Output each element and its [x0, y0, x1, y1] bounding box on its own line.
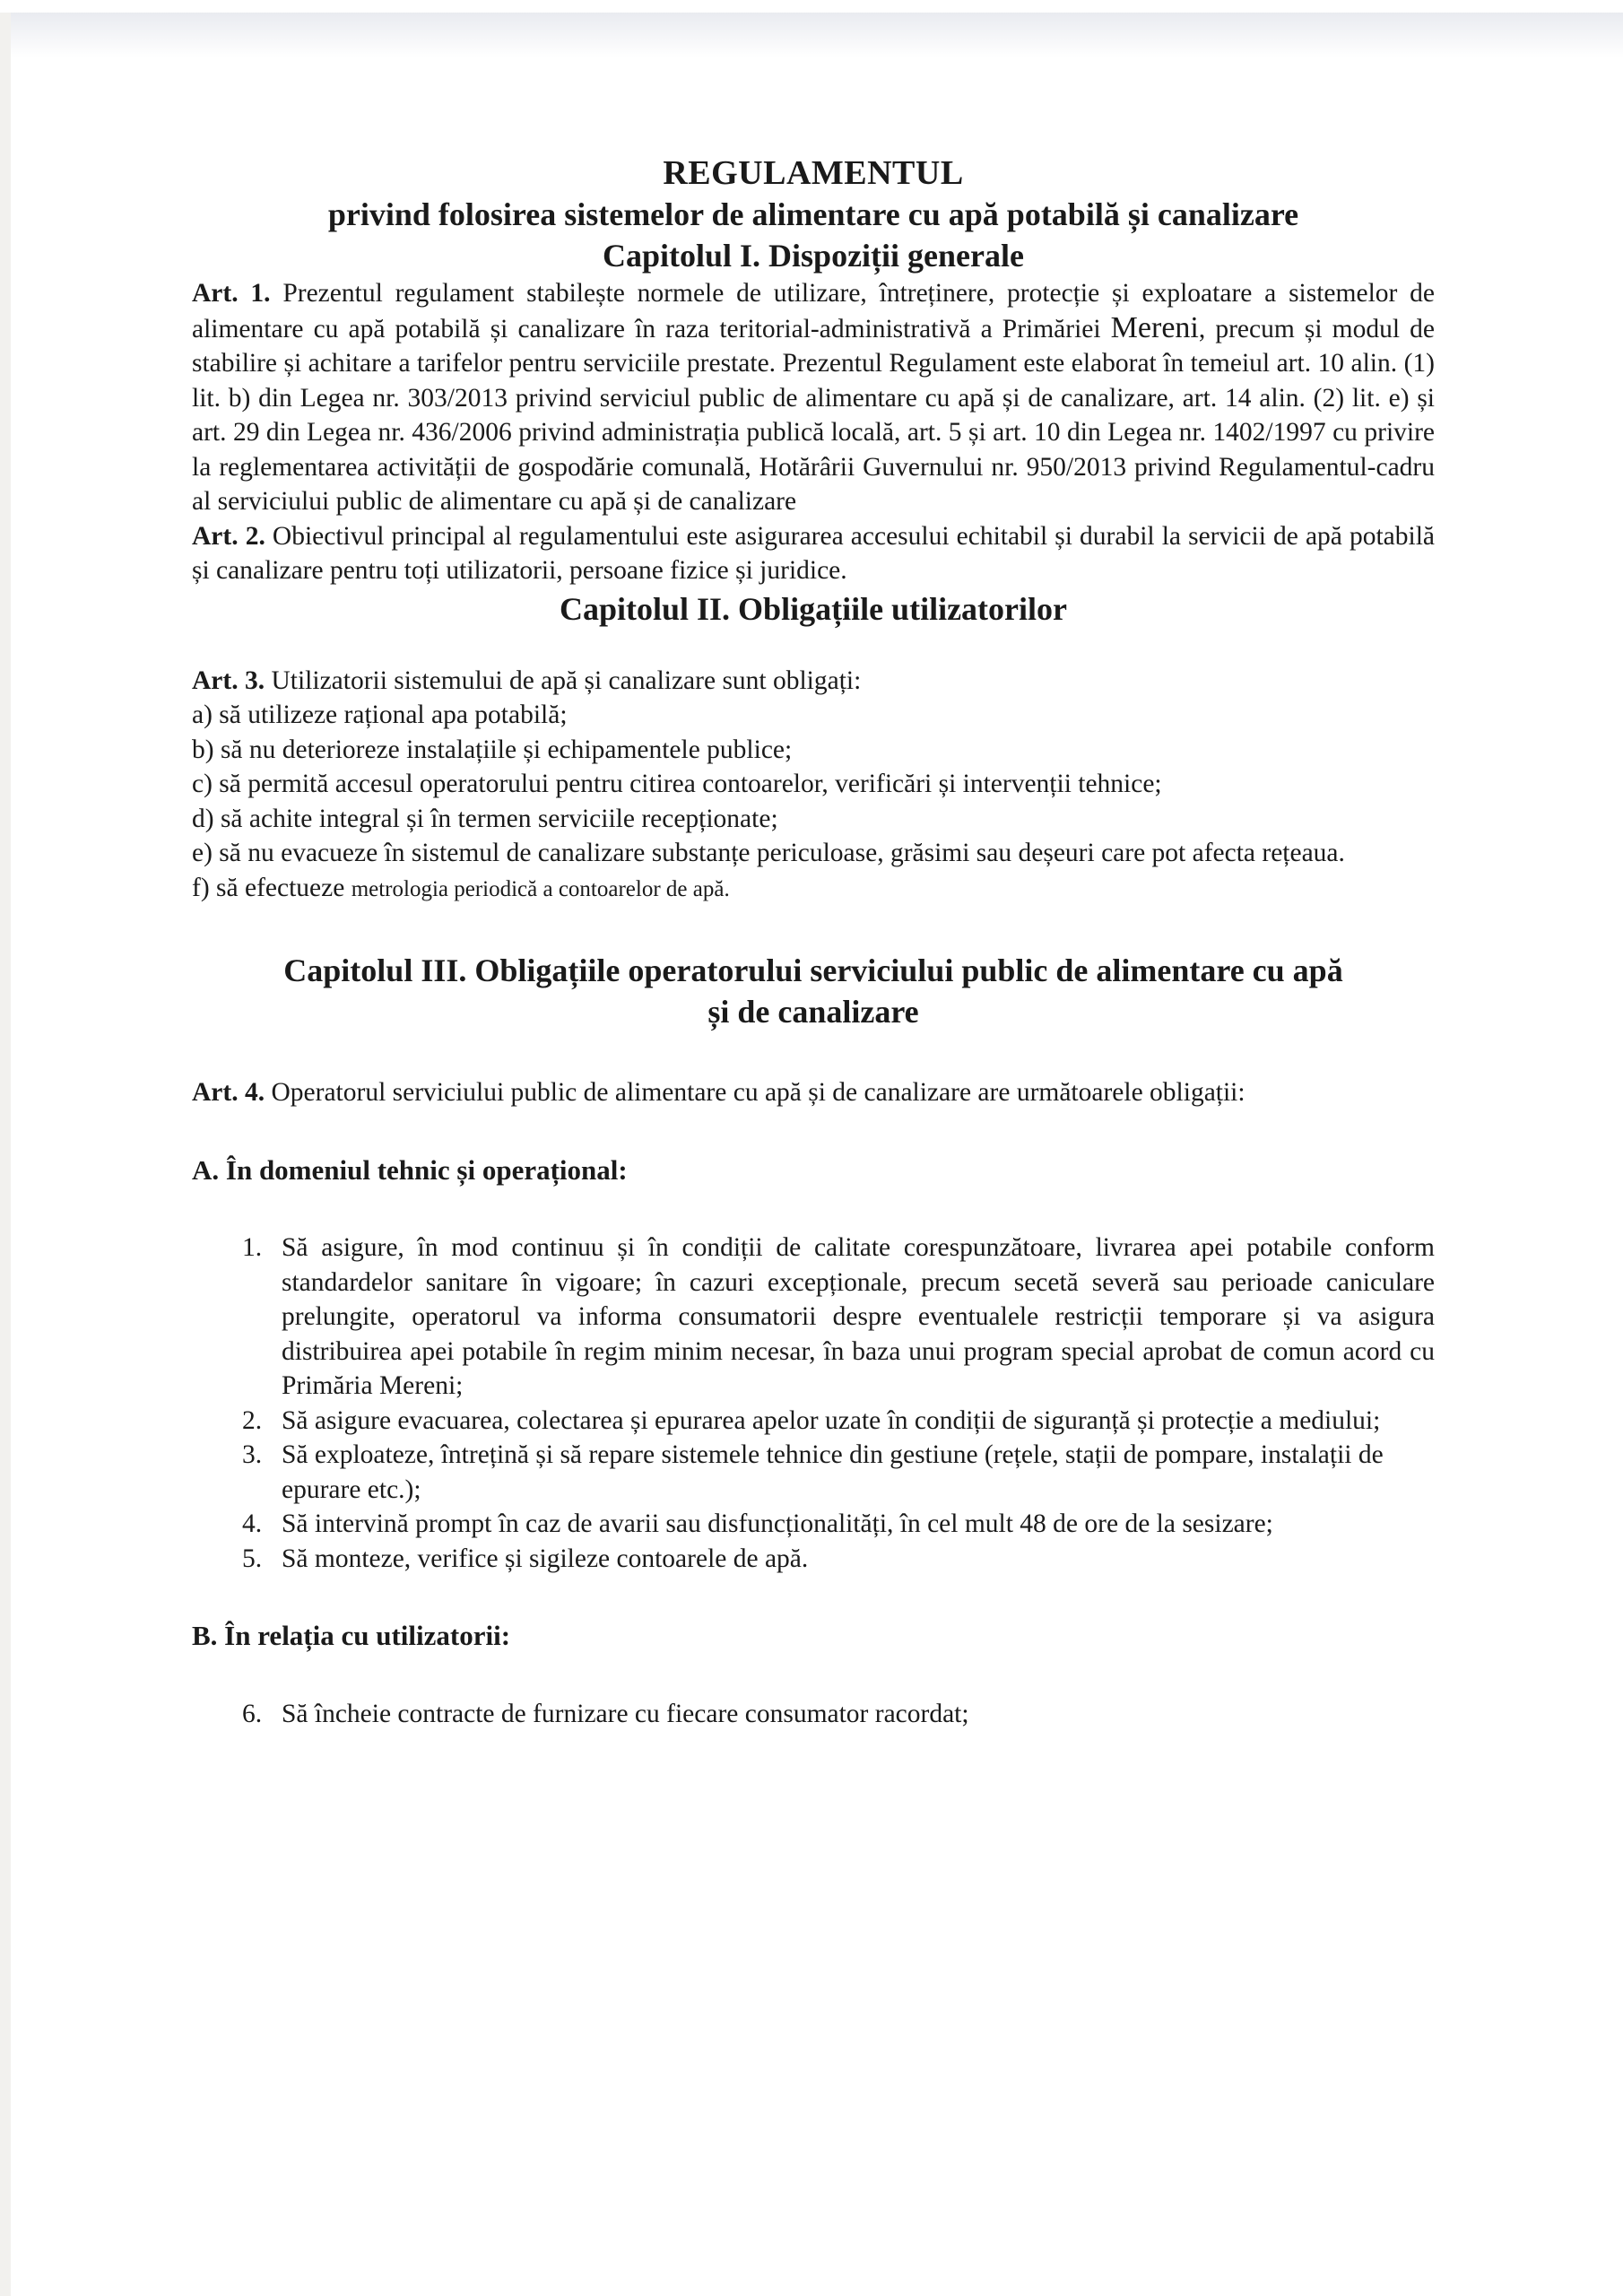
article-4	[192, 1075, 1435, 1110]
scan-margin-top	[0, 0, 1623, 13]
article-1-text-a: Prezentul regulament stabilește normele de utilizare, întreținere, protecție și exploatare a sistemelor de alimentare cu apă potabilă și canalizare în raza teritorial-administrativă a Primăriei	[192, 279, 1435, 344]
article-1-text-b: , precum și modul de stabilire și achitare a tarifelor pentru serviciile prestate. Prezentul Regulament este elaborat în temeiul art. 10 alin. (1) lit. b) din Legea nr. 303/2013 privind serviciul public de alimentare cu apă și de canalizare, art. 14 alin. (2) lit. e) și art. 29 din Legea nr. 436/2006 privind administrația publică locală, art. 5 și art. 10 din Legea nr. 1402/1997 cu privire la reglementarea activității de gospodărie comunală, Hotărârii Guvernului nr. 950/2013 privind Regulamentul-cadru al serviciului public de alimentare cu apă și de canalizare	[192, 314, 1436, 516]
article-2-label: Art. 2.	[192, 521, 265, 551]
section-a-heading: A. În domeniul tehnic și operațional:	[192, 1153, 628, 1186]
chapter-3	[192, 950, 1435, 1731]
document-title: REGULAMENTUL	[663, 154, 964, 192]
document-subtitle: privind folosirea sistemelor de alimentare cu apă potabilă și canalizare	[327, 196, 1299, 232]
article-4-text: Operatorul serviciului public de alimentare cu apă și de canalizare are următoarele obligații:	[265, 1078, 1245, 1107]
article-4-label: Art. 4.	[192, 1078, 265, 1107]
list-item-c: c) să permită accesul operatorului pentru citirea contoarelor, verificări și intervenții tehnice;	[192, 770, 1162, 798]
article-3	[192, 664, 1435, 908]
section-b-list	[192, 1697, 1435, 1732]
chapter-2	[192, 588, 1435, 908]
list-item: 4. Să intervină prompt în caz de avarii sau disfuncționalități, în cel mult 48 de ore de la sesizare;	[242, 1509, 1273, 1538]
article-1-locality: Mereni	[1110, 310, 1199, 344]
article-3-intro	[192, 664, 1435, 699]
article-3-label: Art. 3.	[192, 665, 265, 695]
chapter-1	[192, 235, 1435, 588]
chapter-3-heading-line1: Capitolul III. Obligațiile operatorului serviciului public de alimentare cu apă	[283, 952, 1343, 988]
list-item: 3. Să exploateze, întrețină și să repare sistemele tehnice din gestiune (rețele, stații de pompare, instalații de epurare etc.);	[242, 1440, 1384, 1504]
scan-margin-left	[0, 13, 11, 2296]
list-item: 5. Să monteze, verifice și sigileze contoarele de apă.	[242, 1544, 809, 1573]
section-b-heading: B. În relația cu utilizatorii:	[192, 1620, 511, 1651]
list-item-f-lead: f) să efectueze	[192, 873, 352, 902]
article-1	[192, 276, 1435, 519]
list-item-b: b) să nu deterioreze instalațiile și echipamentele publice;	[192, 735, 793, 764]
list-item: 1. Să asigure, în mod continuu și în condiții de calitate corespunzătoare, livrarea apei potabile conform standardelor sanitare în vigoare; în cazuri excepționale, precum secetă severă sau perioade caniculare prelungite, operatorul va informa consumatorii despre eventualele restricții temporare și va asigura distribuirea apei potabile în regim minim necesar, în baza unui program special aprobat de comun acord cu Primăria Mereni;	[242, 1233, 1435, 1400]
chapter-3-heading	[192, 950, 1435, 1032]
list-item-f	[192, 871, 1435, 908]
chapter-2-heading: Capitolul II. Obligațiile utilizatorilor	[560, 590, 1067, 627]
document-page	[192, 152, 1435, 1731]
article-2-text: Obiectivul principal al regulamentului este asigurarea accesului echitabil și durabil la servicii de apă potabilă și canalizare pentru toți utilizatorii, persoane fizice și juridice.	[192, 521, 1435, 585]
list-item-e: e) să nu evacueze în sistemul de canalizare substanțe periculoase, grăsimi sau deșeuri care pot afecta rețeaua.	[192, 839, 1345, 867]
list-item-f-text: metrologia periodică a contoarelor de apă.	[351, 876, 730, 901]
article-2	[192, 519, 1435, 588]
list-item-a: a) să utilizeze rațional apa potabilă;	[192, 700, 568, 729]
chapter-1-heading: Capitolul I. Dispoziții generale	[603, 238, 1024, 274]
article-3-text: Utilizatorii sistemului de apă și canalizare sunt obligați:	[265, 665, 862, 695]
chapter-3-heading-line2: și de canalizare	[707, 994, 919, 1030]
list-item: 6. Să încheie contracte de furnizare cu fiecare consumator racordat;	[242, 1699, 969, 1728]
list-item-d: d) să achite integral și în termen serviciile recepționate;	[192, 804, 778, 833]
article-1-label: Art. 1.	[192, 279, 271, 308]
section-a-list	[192, 1231, 1435, 1576]
scan-shadow	[11, 13, 1623, 57]
list-item: 2. Să asigure evacuarea, colectarea și epurarea apelor uzate în condiții de siguranță și protecție a mediului;	[242, 1405, 1381, 1435]
